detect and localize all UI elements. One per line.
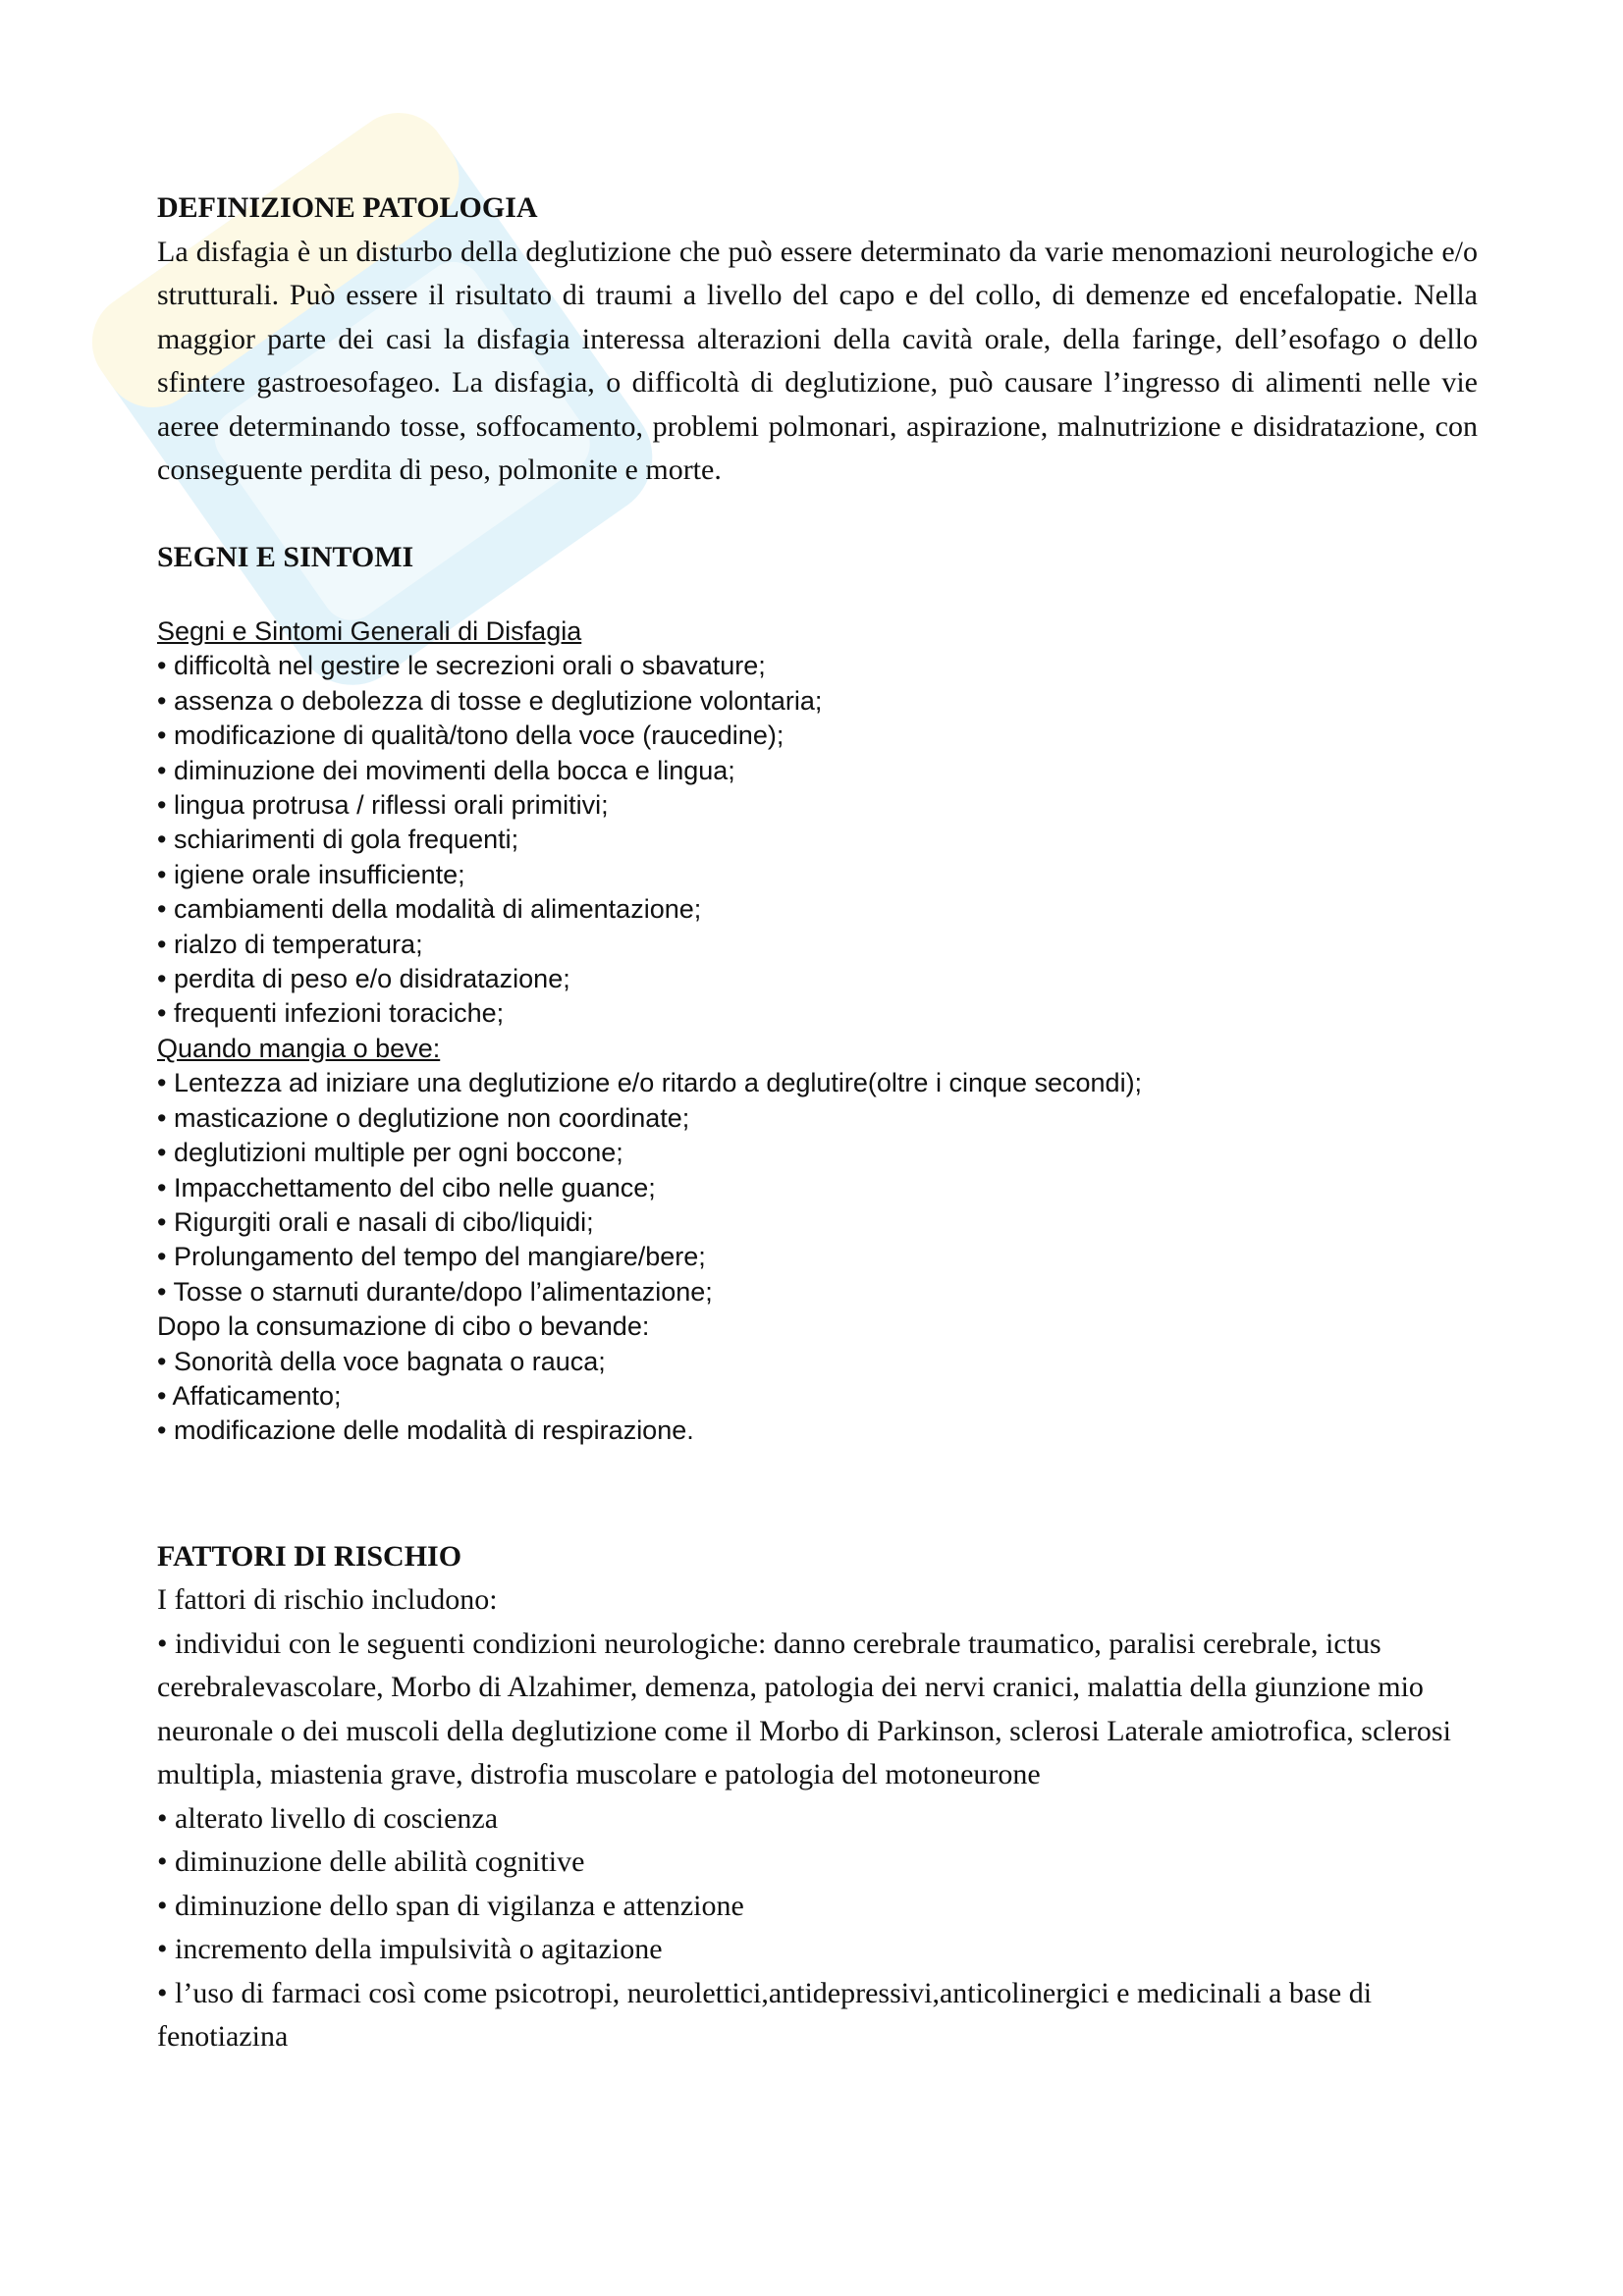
list-item: • modificazione di qualità/tono della voce (raucedine); <box>157 721 784 751</box>
list-item: • perdita di peso e/o disidratazione; <box>157 964 570 994</box>
section-heading-fattori: FATTORI DI RISCHIO <box>157 1539 462 1573</box>
eating-signs-list <box>157 1066 1478 1309</box>
list-item: • schiarimenti di gola frequenti; <box>157 825 519 855</box>
list-item: • Lentezza ad iniziare una deglutizione e/o ritardo a deglutire(oltre i cinque secondi); <box>157 1068 1143 1098</box>
list-item: • alterato livello di coscienza <box>157 1801 499 1835</box>
list-item: • difficoltà nel gestire le secrezioni orali o sbavature; <box>157 651 766 681</box>
list-item: • diminuzione dei movimenti della bocca e lingua; <box>157 755 735 785</box>
eating-signs-subtitle: Quando mangia o beve: <box>157 1033 441 1063</box>
section-fattori <box>157 1535 1478 2059</box>
list-item: • diminuzione dello span di vigilanza e attenzione <box>157 1889 744 1922</box>
list-item: • modificazione delle modalità di respirazione. <box>157 1415 694 1446</box>
section-heading-segni: SEGNI E SINTOMI <box>157 540 414 573</box>
list-item: • Prolungamento del tempo del mangiare/bere; <box>157 1242 706 1272</box>
after-signs-subtitle: Dopo la consumazione di cibo o bevande: <box>157 1311 650 1342</box>
general-signs-list <box>157 649 1478 1031</box>
list-item: • incremento della impulsività o agitazione <box>157 1933 663 1966</box>
list-item: • deglutizioni multiple per ogni boccone; <box>157 1138 623 1168</box>
section-heading-definizione: DEFINIZIONE PATOLOGIA <box>157 191 538 224</box>
list-item: • diminuzione delle abilità cognitive <box>157 1845 585 1879</box>
list-item: • Affaticamento; <box>157 1380 342 1411</box>
list-item: • l’uso di farmaci così come psicotropi, neurolettici,antidepressivi,anticolinergici e medicinali a base di fenotiazina <box>157 1976 1373 2054</box>
document-page <box>157 187 1478 2059</box>
list-item: • assenza o debolezza di tosse e deglutizione volontaria; <box>157 685 823 716</box>
list-item: • Impacchettamento del cibo nelle guance; <box>157 1172 656 1202</box>
section-definizione <box>157 187 1478 493</box>
fattori-intro: I fattori di rischio includono: <box>157 1583 498 1617</box>
after-signs-list <box>157 1345 1478 1449</box>
list-item: • individui con le seguenti condizioni neurologiche: danno cerebrale traumatico, paralisi cerebrale, ictus cerebralevascolare, Morbo di Alzahimer, demenza, patologia dei nervi cranici, malattia della giunzione mio neuronale o dei muscoli della deglutizione come il Morbo di Parkinson, sclerosi Laterale amiotrofica, sclerosi multipla, miastenia grave, distrofia muscolare e patologia del motoneurone <box>157 1627 1451 1791</box>
list-item: • cambiamenti della modalità di alimentazione; <box>157 894 702 925</box>
list-item: • Sonorità della voce bagnata o rauca; <box>157 1346 606 1376</box>
list-item: • frequenti infezioni toraciche; <box>157 998 505 1029</box>
section-segni <box>157 536 1478 1449</box>
list-item: • rialzo di temperatura; <box>157 929 423 959</box>
list-item: • lingua protrusa / riflessi orali primitivi; <box>157 790 609 821</box>
list-item: • igiene orale insufficiente; <box>157 859 465 889</box>
risk-factors-list <box>157 1623 1478 2059</box>
definizione-paragraph: La disfagia è un disturbo della deglutizione che può essere determinato da varie menomazioni neurologiche e/o strutturali. Può essere il risultato di traumi a livello del capo e del collo, di demenze ed encefalopatie. Nella maggior parte dei casi la disfagia interessa alterazioni della cavità orale, della faringe, dell’esofago o dello sfintere gastroesofageo. La disfagia, o difficoltà di deglutizione, può causare l’ingresso di alimenti nelle vie aeree determinando tosse, soffocamento, problemi polmonari, aspirazione, malnutrizione e disidratazione, con conseguente perdita di peso, polmonite e morte. <box>157 235 1478 486</box>
list-item: • masticazione o deglutizione non coordinate; <box>157 1102 690 1133</box>
general-signs-subtitle: Segni e Sintomi Generali di Disfagia <box>157 616 582 646</box>
list-item: • Tosse o starnuti durante/dopo l’alimentazione; <box>157 1276 713 1307</box>
list-item: • Rigurgiti orali e nasali di cibo/liquidi; <box>157 1206 594 1237</box>
